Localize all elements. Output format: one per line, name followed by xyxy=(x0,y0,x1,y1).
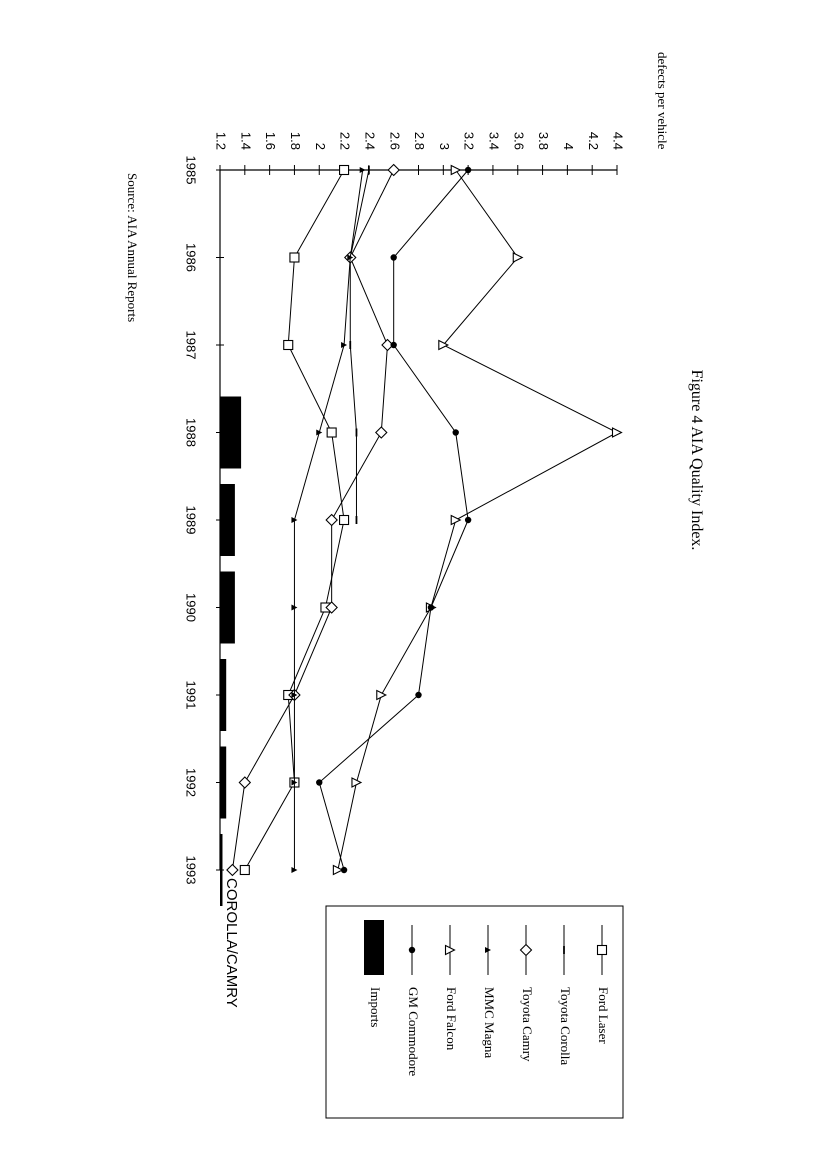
point-ford-laser xyxy=(327,428,336,437)
diamond-marker xyxy=(521,945,532,956)
legend-label: Ford Laser xyxy=(596,987,612,1044)
triangle-marker xyxy=(451,166,460,175)
square-marker xyxy=(290,253,299,262)
square-marker xyxy=(284,341,293,350)
y-tick-label: 3.8 xyxy=(536,131,552,150)
point-toyota-camry xyxy=(239,777,250,788)
x-tick-label: 1985 xyxy=(183,155,199,185)
y-tick-label: 4 xyxy=(560,142,576,150)
legend-label: Imports xyxy=(368,987,384,1028)
legend-item-toyota-corolla xyxy=(558,925,573,1065)
diamond-marker xyxy=(388,165,399,176)
legend-item-toyota-camry xyxy=(520,925,535,1062)
circle-marker xyxy=(415,692,421,698)
point-ford-falcon xyxy=(513,253,522,262)
point-ford-laser xyxy=(284,341,293,350)
y-tick-label: 1.2 xyxy=(213,131,229,150)
square-marker xyxy=(598,946,607,955)
point-gm-commodore xyxy=(428,604,434,610)
imports-bar xyxy=(220,484,235,556)
y-tick-label: 2.4 xyxy=(362,131,378,150)
diamond-marker xyxy=(376,427,387,438)
point-toyota-camry xyxy=(376,427,387,438)
corolla-camry-label: COROLLA/CAMRY xyxy=(223,878,240,1008)
imports-bar xyxy=(220,659,226,731)
series-line xyxy=(338,170,617,870)
x-tick-label: 1987 xyxy=(183,330,199,360)
square-marker xyxy=(327,428,336,437)
legend-item-imports xyxy=(364,920,384,1027)
circle-marker xyxy=(453,429,459,435)
circle-marker xyxy=(316,779,322,785)
triangle-marker xyxy=(451,516,460,525)
point-gm-commodore xyxy=(390,254,396,260)
x-tick-label: 1991 xyxy=(183,680,199,710)
legend-item-ford-laser xyxy=(596,925,611,1044)
diamond-marker xyxy=(227,865,238,876)
legend-label: Toyota Camry xyxy=(520,987,536,1062)
point-ford-falcon xyxy=(613,428,622,437)
point-ford-falcon xyxy=(451,166,460,175)
x-tick-label: 1986 xyxy=(183,243,199,272)
diamond-open-marker xyxy=(521,945,532,956)
legend-label: MMC Magna xyxy=(482,987,498,1059)
point-ford-laser xyxy=(340,166,349,175)
series-toyota-camry xyxy=(227,165,399,876)
triangle-marker xyxy=(613,428,622,437)
y-tick-label: 2.2 xyxy=(337,131,353,150)
legend-item-mmc-magna xyxy=(482,925,497,1058)
diamond-marker xyxy=(239,777,250,788)
y-tick-label: 3.2 xyxy=(461,131,477,150)
triangle-marker xyxy=(377,691,386,700)
triangle-marker xyxy=(316,430,322,436)
legend-item-ford-falcon xyxy=(444,925,459,1051)
point-toyota-camry xyxy=(326,515,337,526)
imports-bar xyxy=(220,834,222,906)
x-tick-label: 1990 xyxy=(183,593,199,622)
point-ford-falcon xyxy=(451,516,460,525)
point-gm-commodore xyxy=(465,167,471,173)
y-tick-label: 1.6 xyxy=(263,131,279,150)
y-tick-label: 4.4 xyxy=(610,131,626,150)
square-marker xyxy=(340,516,349,525)
x-tick-label: 1989 xyxy=(183,505,199,535)
point-gm-commodore xyxy=(415,692,421,698)
y-axis-label: defects per vehicle xyxy=(655,52,670,150)
point-gm-commodore xyxy=(453,429,459,435)
y-tick-label: 2 xyxy=(312,142,328,150)
point-ford-laser xyxy=(240,866,249,875)
circle-marker xyxy=(428,604,434,610)
imports-bar xyxy=(220,747,226,819)
circle-filled-marker xyxy=(409,947,415,953)
point-ford-falcon xyxy=(352,778,361,787)
series-line xyxy=(350,170,369,520)
point-toyota-camry xyxy=(388,165,399,176)
y-tick-label: 2.8 xyxy=(412,131,428,150)
y-tick-label: 1.8 xyxy=(288,131,303,150)
circle-marker xyxy=(465,517,471,523)
square-marker xyxy=(240,866,249,875)
legend-swatch xyxy=(364,920,384,975)
circle-marker xyxy=(409,947,415,953)
point-ford-laser xyxy=(340,516,349,525)
point-ford-falcon xyxy=(377,691,386,700)
point-mmc-magna xyxy=(316,430,322,436)
x-tick-label: 1988 xyxy=(183,418,199,447)
square-marker xyxy=(340,166,349,175)
triangle-marker xyxy=(513,253,522,262)
point-gm-commodore xyxy=(341,867,347,873)
y-tick-label: 4.2 xyxy=(585,131,601,150)
circle-marker xyxy=(341,867,347,873)
y-tick-label: 3.6 xyxy=(511,131,527,150)
point-ford-laser xyxy=(290,253,299,262)
legend xyxy=(326,906,623,1118)
source-note: Source: AIA Annual Reports xyxy=(125,173,140,323)
triangle-marker xyxy=(352,778,361,787)
plot-area xyxy=(184,132,626,906)
legend-label: Ford Falcon xyxy=(444,987,460,1051)
y-tick-label: 2.6 xyxy=(387,131,403,150)
y-tick-label: 1.4 xyxy=(238,131,254,150)
legend-item-gm-commodore xyxy=(406,925,421,1076)
imports-bar xyxy=(220,572,235,644)
point-toyota-camry xyxy=(227,865,238,876)
point-gm-commodore xyxy=(316,779,322,785)
diamond-marker xyxy=(326,515,337,526)
circle-marker xyxy=(390,342,396,348)
series-line xyxy=(232,170,393,870)
y-tick-label: 3 xyxy=(436,142,452,150)
figure-title: Figure 4 AIA Quality Index. xyxy=(688,369,705,551)
circle-marker xyxy=(390,254,396,260)
circle-marker xyxy=(465,167,471,173)
point-gm-commodore xyxy=(390,342,396,348)
imports-bar xyxy=(220,397,241,469)
legend-label: GM Commodore xyxy=(406,987,422,1077)
point-gm-commodore xyxy=(465,517,471,523)
series-ford-falcon xyxy=(333,166,621,875)
x-tick-label: 1992 xyxy=(183,768,199,797)
legend-label: Toyota Corolla xyxy=(558,987,574,1066)
square-open-marker xyxy=(598,946,607,955)
y-tick-label: 3.4 xyxy=(486,131,502,150)
x-tick-label: 1993 xyxy=(183,855,199,885)
